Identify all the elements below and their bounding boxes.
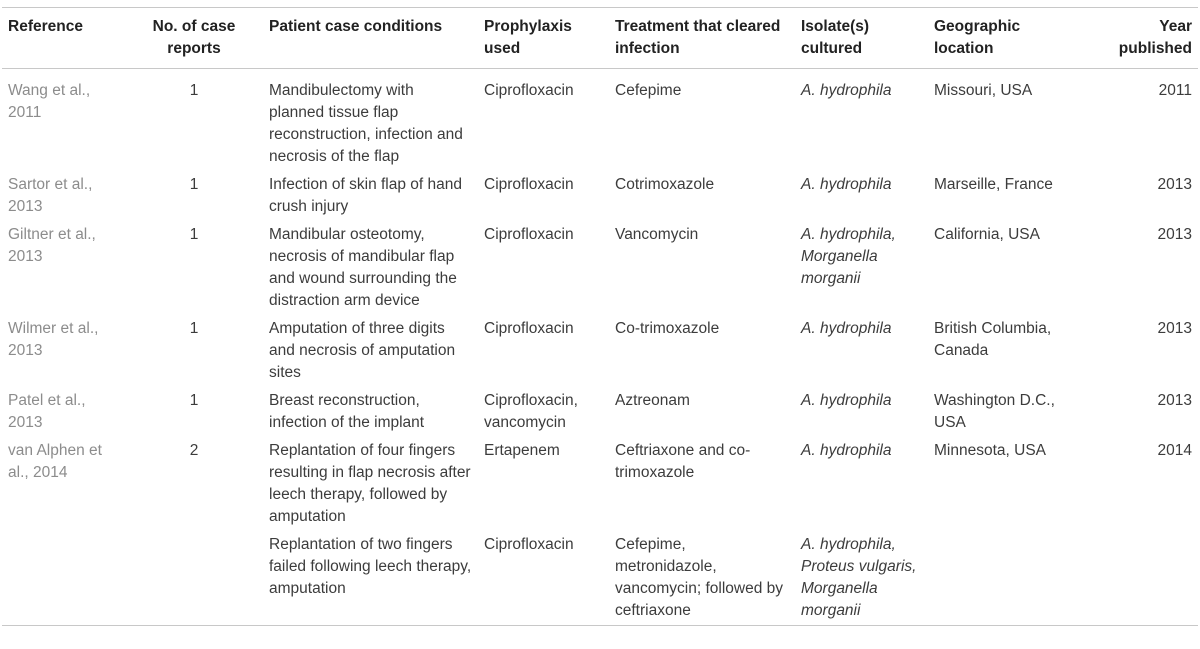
header-location: Geographic location	[928, 8, 1084, 69]
cell-isolates: A. hydrophila	[801, 442, 892, 459]
header-reference: Reference	[2, 8, 125, 69]
cell-prophylaxis: Ciprofloxacin	[478, 531, 609, 626]
cell-reference: Giltner et al., 2013	[8, 226, 96, 265]
cell-prophylaxis: Ciprofloxacin	[484, 82, 574, 99]
cell-treatment: Aztreonam	[615, 392, 690, 409]
cell-conditions: Mandibular osteotomy, necrosis of mandibular flap and wound surrounding the distraction arm device	[269, 226, 457, 309]
cell-prophylaxis: Ciprofloxacin	[484, 226, 574, 243]
header-row	[2, 8, 1198, 69]
header-conditions: Patient case conditions	[263, 8, 478, 69]
header-num-cases: No. of case reports	[125, 8, 263, 69]
cell-num-cases: 1	[189, 226, 199, 243]
cell-reference	[2, 531, 125, 626]
cell-reference: Wilmer et al., 2013	[8, 320, 99, 359]
cell-prophylaxis: Ciprofloxacin	[484, 320, 574, 337]
cell-treatment: Cotrimoxazole	[615, 176, 715, 193]
table-row	[2, 315, 1198, 387]
cell-location	[928, 531, 1084, 626]
table-row	[2, 69, 1198, 172]
cell-year: 2013	[1157, 392, 1192, 409]
table-row	[2, 221, 1198, 315]
cell-conditions: Infection of skin flap of hand crush injury	[269, 176, 463, 215]
cell-conditions: Replantation of four fingers resulting in flap necrosis after leech therapy, followed by amputation	[269, 442, 471, 525]
cell-isolates: A. hydrophila	[801, 320, 892, 337]
cell-reference: Wang et al., 2011	[8, 82, 91, 121]
cell-location: Washington D.C., USA	[934, 392, 1055, 431]
cell-conditions: Amputation of three digits and necrosis of amputation sites	[269, 320, 456, 381]
cell-location: British Columbia, Canada	[934, 320, 1052, 359]
cell-year: 2014	[1157, 442, 1192, 459]
cell-treatment: Cefepime	[615, 82, 682, 99]
case-reports-table	[2, 7, 1198, 626]
cell-num-cases: 1	[189, 82, 199, 99]
cell-conditions: Replantation of two fingers failed following leech therapy, amputation	[263, 531, 478, 626]
cell-num-cases: 2	[189, 442, 199, 459]
cell-prophylaxis: Ciprofloxacin	[484, 176, 574, 193]
cell-location: California, USA	[934, 226, 1040, 243]
cell-num-cases	[125, 531, 263, 626]
cell-location: Marseille, France	[934, 176, 1053, 193]
cell-prophylaxis: Ciprofloxacin, vancomycin	[484, 392, 578, 431]
cell-year: 2013	[1157, 320, 1192, 337]
cell-num-cases: 1	[189, 176, 199, 193]
cell-year: 2013	[1157, 176, 1192, 193]
header-treatment: Treatment that cleared infection	[609, 8, 795, 69]
cell-conditions: Breast reconstruction, infection of the implant	[269, 392, 425, 431]
cell-isolates: A. hydrophila	[801, 82, 892, 99]
cell-reference: Patel et al., 2013	[8, 392, 86, 431]
cell-isolates: A. hydrophila	[801, 176, 892, 193]
cell-year: 2011	[1158, 82, 1192, 99]
cell-treatment: Cefepime, metronidazole, vancomycin; followed by ceftriaxone	[609, 531, 795, 626]
header-isolates: Isolate(s) cultured	[795, 8, 928, 69]
cell-year	[1084, 531, 1198, 626]
header-prophylaxis: Prophylaxis used	[478, 8, 609, 69]
table-row	[2, 437, 1198, 531]
cell-location: Missouri, USA	[934, 82, 1033, 99]
cell-reference: Sartor et al., 2013	[8, 176, 93, 215]
header-year: Year published	[1084, 8, 1198, 69]
table-row	[2, 387, 1198, 437]
cell-year: 2013	[1157, 226, 1192, 243]
cell-treatment: Ceftriaxone and co-trimoxazole	[615, 442, 751, 481]
cell-treatment: Vancomycin	[615, 226, 699, 243]
cell-isolates: A. hydrophila, Morganella morganii	[801, 226, 896, 287]
cell-num-cases: 1	[189, 392, 199, 409]
cell-prophylaxis: Ertapenem	[484, 442, 560, 459]
cell-conditions: Mandibulectomy with planned tissue flap reconstruction, infection and necrosis of the flap	[269, 82, 463, 165]
table-row	[2, 531, 1198, 626]
cell-isolates: A. hydrophila	[801, 392, 892, 409]
table-row	[2, 171, 1198, 221]
cell-location: Minnesota, USA	[934, 442, 1046, 459]
cell-num-cases: 1	[189, 320, 199, 337]
cell-isolates: A. hydrophila, Proteus vulgaris, Morganella morganii	[795, 531, 928, 626]
cell-treatment: Co-trimoxazole	[615, 320, 720, 337]
cell-reference: van Alphen et al., 2014	[8, 442, 102, 481]
